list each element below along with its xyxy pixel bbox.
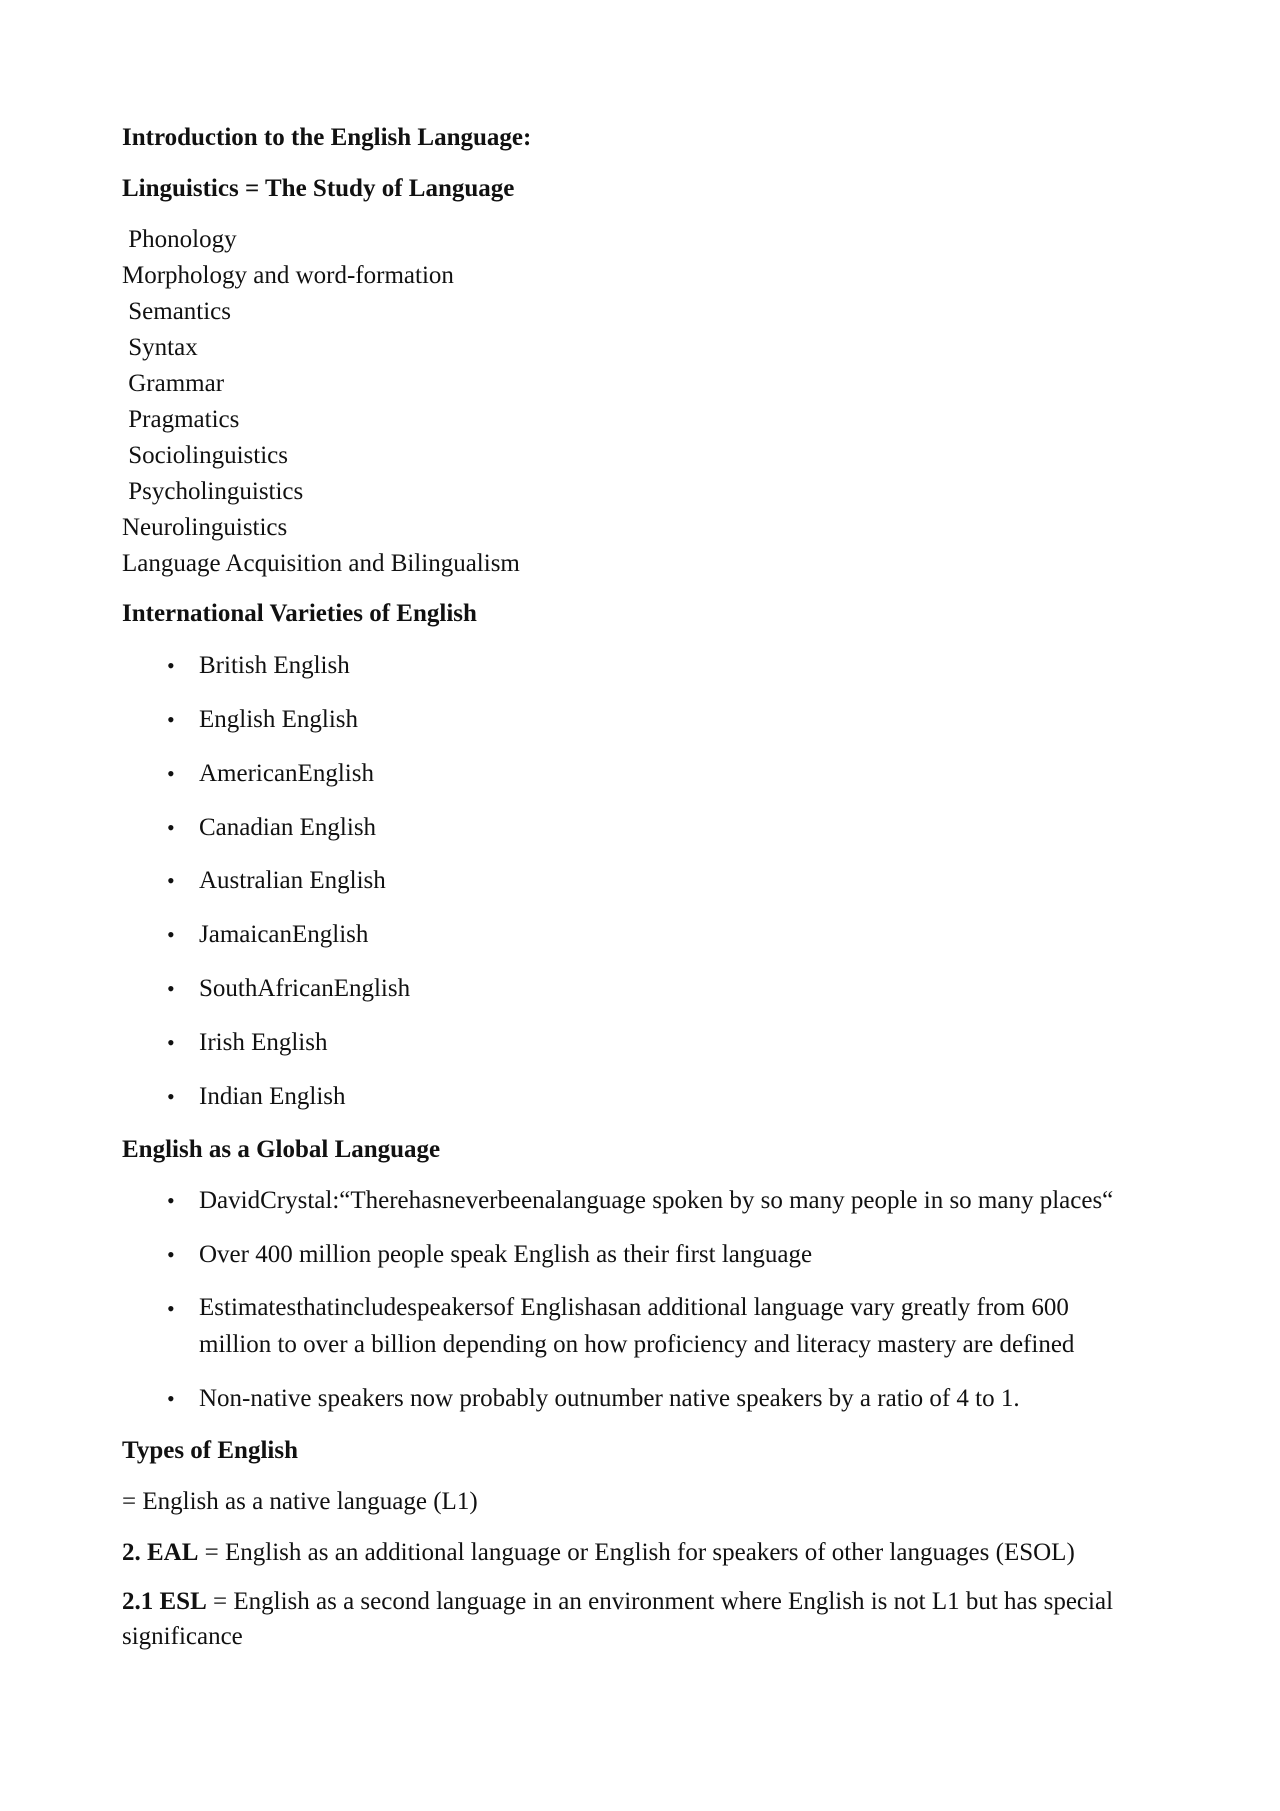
bullet-icon: •	[167, 707, 175, 732]
variety-item: Australian English	[199, 867, 386, 894]
variety-item: JamaicanEnglish	[199, 921, 369, 948]
types-line	[122, 1584, 1162, 1654]
linguistics-item: Psycholinguistics	[122, 478, 304, 505]
types-line-text: = English as an additional language or English for speakers of other languages (ESOL)	[198, 1539, 1075, 1566]
linguistics-item: Sociolinguistics	[122, 442, 288, 469]
global-item: Over 400 million people speak English as their first language	[199, 1241, 813, 1268]
global-item: DavidCrystal:“Therehasneverbeenalanguage spoken by so many people in so many places“	[199, 1187, 1114, 1214]
linguistics-item: Morphology and word-formation	[122, 262, 454, 289]
global-heading: English as a Global Language	[122, 1136, 441, 1163]
bullet-icon: •	[167, 1084, 175, 1109]
linguistics-item: Semantics	[122, 298, 232, 325]
linguistics-item: Language Acquisition and Bilingualism	[122, 550, 520, 577]
bullet-icon: •	[167, 1242, 175, 1267]
variety-item: AmericanEnglish	[199, 760, 374, 787]
bullet-icon: •	[167, 1386, 175, 1411]
types-line-text: = English as a native language (L1)	[122, 1488, 478, 1515]
variety-item: English English	[199, 706, 359, 733]
bullet-icon: •	[167, 976, 175, 1001]
types-line	[122, 1487, 478, 1517]
variety-item: SouthAfricanEnglish	[199, 975, 411, 1002]
bullet-icon: •	[167, 1296, 175, 1321]
bullet-icon: •	[167, 868, 175, 893]
intro-title: Introduction to the English Language:	[122, 124, 532, 151]
bullet-icon: •	[167, 653, 175, 678]
linguistics-item: Syntax	[122, 334, 198, 361]
types-line-label: 2. EAL	[122, 1539, 199, 1566]
types-heading: Types of English	[122, 1437, 298, 1464]
variety-item: Irish English	[199, 1029, 328, 1056]
bullet-icon: •	[167, 1030, 175, 1055]
varieties-heading: International Varieties of English	[122, 600, 477, 627]
bullet-icon: •	[167, 922, 175, 947]
linguistics-item: Phonology	[122, 226, 237, 253]
linguistics-heading: Linguistics = The Study of Language	[122, 175, 515, 202]
linguistics-item: Grammar	[122, 370, 225, 397]
types-line	[122, 1538, 1075, 1568]
linguistics-item: Neurolinguistics	[122, 514, 288, 541]
global-item: Estimatesthatincludespeakersof Englishasan additional language vary greatly from 600 million to over a billion depending on how proficiency and literacy mastery are defined	[199, 1294, 1075, 1358]
types-line-text: = English as a second language in an environment where English is not L1 but has special significance	[122, 1588, 1114, 1650]
variety-item: Indian English	[199, 1083, 346, 1110]
linguistics-item: Pragmatics	[122, 406, 240, 433]
bullet-icon: •	[167, 1188, 175, 1213]
variety-item: Canadian English	[199, 814, 377, 841]
bullet-icon: •	[167, 815, 175, 840]
bullet-icon: •	[167, 761, 175, 786]
types-line-label: 2.1 ESL	[122, 1588, 207, 1615]
variety-item: British English	[199, 652, 350, 679]
global-item: Non-native speakers now probably outnumber native speakers by a ratio of 4 to 1.	[199, 1385, 1020, 1412]
